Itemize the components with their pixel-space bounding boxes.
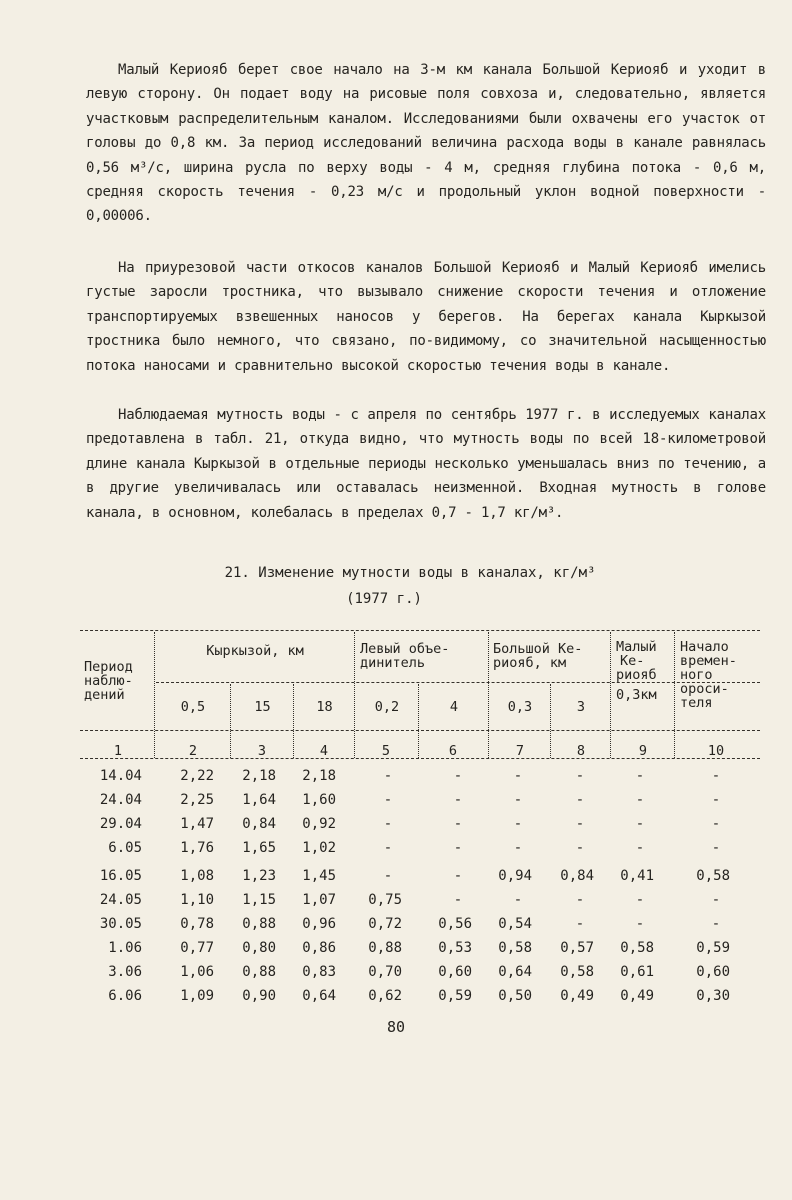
col-divider: [230, 684, 231, 758]
value-cell: -: [453, 892, 463, 908]
turbidity-table-header: [80, 630, 760, 770]
value-cell: -: [513, 892, 523, 908]
value-cell: 0,61: [620, 964, 654, 980]
value-cell: -: [635, 816, 645, 832]
col-number: 3: [257, 743, 267, 759]
value-cell: -: [575, 916, 585, 932]
header-km-0-2: 0,2: [374, 699, 400, 715]
value-cell: 0,50: [498, 988, 532, 1004]
value-cell: 1,64: [242, 792, 276, 808]
value-cell: 0,86: [302, 940, 336, 956]
value-cell: -: [575, 892, 585, 908]
value-cell: 0,88: [242, 964, 276, 980]
value-cell: 0,92: [302, 816, 336, 832]
value-cell: 0,54: [498, 916, 532, 932]
value-cell: 0,58: [560, 964, 594, 980]
value-cell: 1,15: [242, 892, 276, 908]
col-number: 6: [448, 743, 458, 759]
value-cell: 0,60: [438, 964, 472, 980]
value-cell: 0,62: [368, 988, 402, 1004]
value-cell: -: [383, 840, 393, 856]
value-cell: -: [711, 816, 721, 832]
header-km-15: 15: [254, 699, 271, 715]
value-cell: 1,65: [242, 840, 276, 856]
value-cell: 0,88: [242, 916, 276, 932]
table-year: (1977 г.): [346, 591, 422, 607]
value-cell: -: [635, 792, 645, 808]
table-row: [80, 988, 760, 1012]
value-cell: 0,70: [368, 964, 402, 980]
col-number: 10: [707, 743, 725, 759]
value-cell: 1,06: [180, 964, 214, 980]
value-cell: 0,58: [498, 940, 532, 956]
value-cell: 2,18: [302, 768, 336, 784]
value-cell: 1,08: [180, 868, 214, 884]
value-cell: 2,18: [242, 768, 276, 784]
value-cell: -: [635, 892, 645, 908]
paragraph-3: Наблюдаемая мутность воды - с апреля по сентябрь 1977 г. в исследуемых каналах предотавлена в табл. 21, откуда видно, что мутность воды по всей 18-километровой длине канала Кыркызой в отдельные периоды несколько уменьшалась вниз по течению, а в другие увеличивалась или оставалась неизменной. Входная мутность в голове канала, в основном, колебалась в пределах 0,7 - 1,7 кг/м³.: [86, 407, 766, 521]
value-cell: 0,60: [696, 964, 730, 980]
header-kyrkyzoi: Кыркызой, км: [206, 643, 304, 659]
value-cell: 1,60: [302, 792, 336, 808]
col-number: 1: [113, 743, 123, 759]
value-cell: -: [383, 816, 393, 832]
value-cell: 0,88: [368, 940, 402, 956]
value-cell: 1,76: [180, 840, 214, 856]
table-row: [80, 768, 760, 792]
value-cell: 0,58: [696, 868, 730, 884]
value-cell: 0,94: [498, 868, 532, 884]
value-cell: 1,07: [302, 892, 336, 908]
table-row: [80, 816, 760, 840]
value-cell: 0,57: [560, 940, 594, 956]
value-cell: -: [711, 792, 721, 808]
value-cell: -: [575, 816, 585, 832]
table-row: [80, 792, 760, 816]
header-km-0-5: 0,5: [180, 699, 206, 715]
header-nachalo: Начало времен- ного ороси- теля: [680, 639, 737, 711]
value-cell: 0,59: [696, 940, 730, 956]
table-top-rule: [80, 630, 760, 631]
value-cell: 0,84: [560, 868, 594, 884]
date-cell: 3.06: [108, 964, 142, 980]
value-cell: 0,30: [696, 988, 730, 1004]
value-cell: -: [513, 768, 523, 784]
date-cell: 6.05: [108, 840, 142, 856]
header-bottom-rule: [80, 730, 760, 731]
value-cell: 1,09: [180, 988, 214, 1004]
col-divider: [154, 632, 155, 758]
header-km-3: 3: [576, 699, 586, 715]
paragraph-1: Малый Кериояб берет свое начало на 3-м км канала Большой Кериояб и уходит в левую сторону. Он подает воду на рисовые поля совхоза и, следовательно, является участковым распределительным каналом. Исследованиями были охвачены его участок от головы до 0,8 км. За период исследований величина расхода воды в канале равнялась 0,56 м³/с, ширина русла по верху воды - 4 м, средняя глубина потока - 0,6 м, средняя скорость течения - 0,23 м/с и продольный уклон водной поверхности - 0,00006.: [86, 62, 766, 225]
value-cell: 0,72: [368, 916, 402, 932]
value-cell: 0,64: [302, 988, 336, 1004]
value-cell: 0,53: [438, 940, 472, 956]
value-cell: 2,22: [180, 768, 214, 784]
value-cell: 0,75: [368, 892, 402, 908]
value-cell: 1,10: [180, 892, 214, 908]
value-cell: 0,64: [498, 964, 532, 980]
value-cell: 0,90: [242, 988, 276, 1004]
date-cell: 16.05: [99, 868, 142, 884]
col-divider: [418, 684, 419, 758]
value-cell: -: [383, 768, 393, 784]
value-cell: -: [453, 840, 463, 856]
col-divider: [354, 632, 355, 758]
value-cell: -: [575, 840, 585, 856]
value-cell: -: [711, 916, 721, 932]
date-cell: 24.05: [99, 892, 142, 908]
value-cell: -: [635, 840, 645, 856]
value-cell: -: [711, 840, 721, 856]
value-cell: 0,41: [620, 868, 654, 884]
value-cell: 0,59: [438, 988, 472, 1004]
value-cell: 2,25: [180, 792, 214, 808]
header-km-18: 18: [316, 699, 333, 715]
value-cell: -: [575, 792, 585, 808]
value-cell: -: [453, 816, 463, 832]
value-cell: 0,96: [302, 916, 336, 932]
value-cell: 1,45: [302, 868, 336, 884]
date-cell: 24.04: [99, 792, 142, 808]
col-divider: [293, 684, 294, 758]
header-bolshoi: Большой Ке- риояб, км: [493, 641, 583, 671]
col-number: 7: [515, 743, 525, 759]
col-number: 4: [319, 743, 329, 759]
date-cell: 30.05: [99, 916, 142, 932]
header-km-4: 4: [449, 699, 459, 715]
value-cell: 1,02: [302, 840, 336, 856]
page-number: 80: [386, 1018, 406, 1036]
table-row: [80, 892, 760, 916]
value-cell: 0,83: [302, 964, 336, 980]
value-cell: -: [383, 868, 393, 884]
value-cell: 0,56: [438, 916, 472, 932]
value-cell: -: [711, 892, 721, 908]
value-cell: 0,49: [560, 988, 594, 1004]
value-cell: -: [711, 768, 721, 784]
value-cell: -: [383, 792, 393, 808]
col-number: 9: [638, 743, 648, 759]
header-malyi: Малый Ке- риояб 0,3км: [616, 639, 657, 703]
header-levyi: Левый объе- динитель: [360, 641, 450, 671]
value-cell: 1,47: [180, 816, 214, 832]
value-cell: -: [453, 768, 463, 784]
value-cell: -: [513, 792, 523, 808]
col-divider: [488, 632, 489, 758]
table-row: [80, 840, 760, 864]
value-cell: 0,77: [180, 940, 214, 956]
header-period: Период наблю- дений: [84, 659, 133, 703]
value-cell: 0,58: [620, 940, 654, 956]
value-cell: -: [635, 768, 645, 784]
value-cell: 0,84: [242, 816, 276, 832]
value-cell: 0,49: [620, 988, 654, 1004]
value-cell: -: [635, 916, 645, 932]
value-cell: -: [575, 768, 585, 784]
col-divider: [674, 632, 675, 758]
col-number: 2: [188, 743, 198, 759]
table-row: [80, 868, 760, 892]
table-row: [80, 940, 760, 964]
table-row: [80, 964, 760, 988]
date-cell: 14.04: [99, 768, 142, 784]
value-cell: 0,80: [242, 940, 276, 956]
value-cell: 1,23: [242, 868, 276, 884]
date-cell: 1.06: [108, 940, 142, 956]
table-row: [80, 916, 760, 940]
col-divider: [610, 632, 611, 758]
value-cell: -: [453, 868, 463, 884]
table-caption: 21. Изменение мутности воды в каналах, кг/м³: [224, 565, 596, 581]
date-cell: 29.04: [99, 816, 142, 832]
value-cell: -: [513, 840, 523, 856]
value-cell: -: [453, 792, 463, 808]
paragraph-2: На приурезовой части откосов каналов Большой Кериояб и Малый Кериояб имелись густые заросли тростника, что вызывало снижение скорости течения и отложение транспортируемых взвешенных наносов у берегов. На берегах канала Кыркызой тростника было немного, что связано, по-видимому, со значительной насыщенностью потока наносами и сравнительно высокой скоростью течения воды в канале.: [86, 260, 766, 374]
col-number: 8: [576, 743, 586, 759]
header-km-0-3: 0,3: [507, 699, 533, 715]
date-cell: 6.06: [108, 988, 142, 1004]
col-divider: [550, 684, 551, 758]
col-number: 5: [381, 743, 391, 759]
value-cell: 0,78: [180, 916, 214, 932]
value-cell: -: [513, 816, 523, 832]
